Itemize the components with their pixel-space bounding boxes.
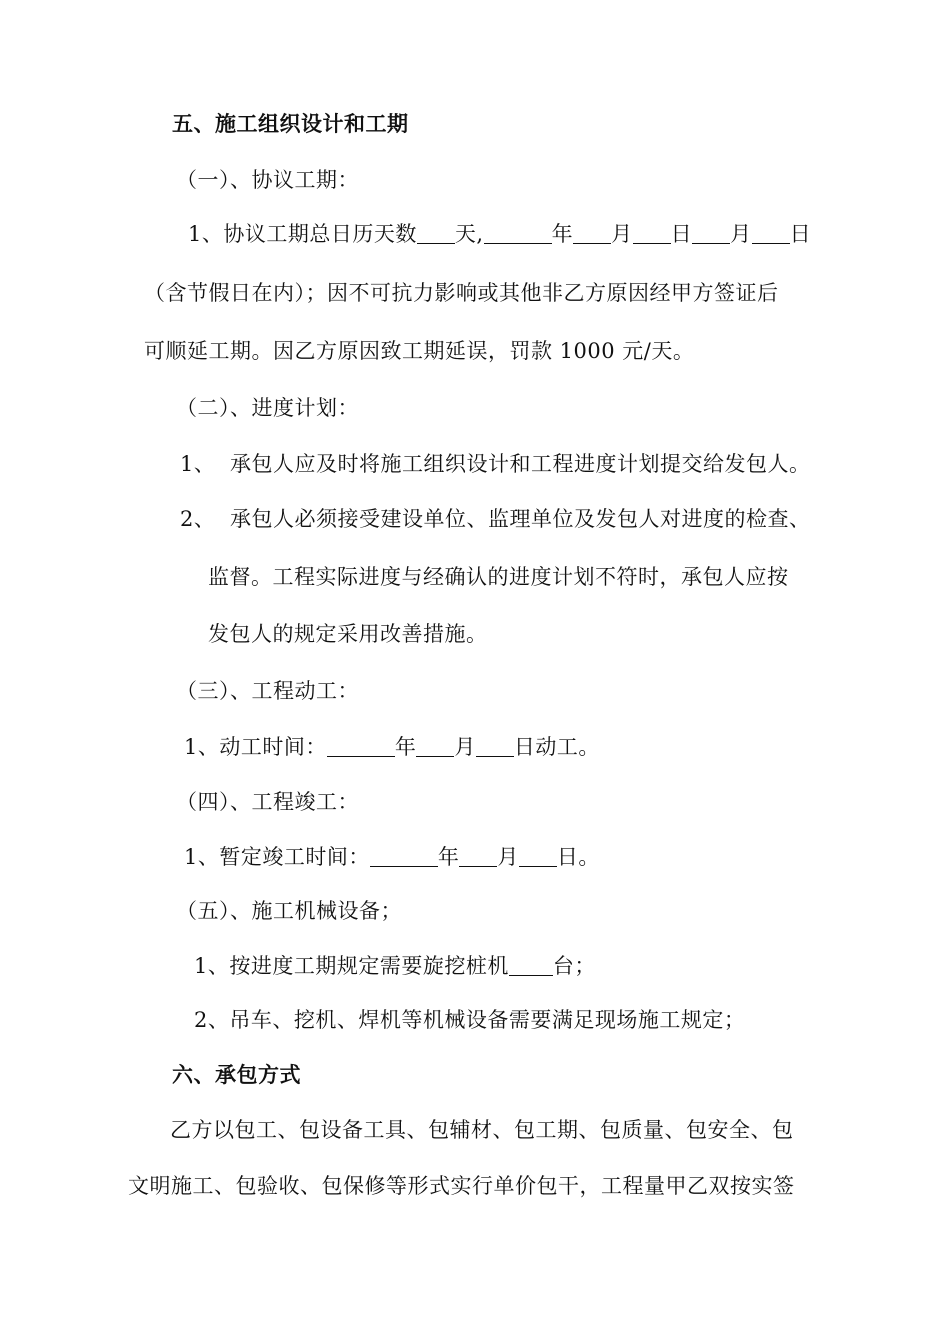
equipment-line: 2、吊车、挖机、焊机等机械设备需要满足现场施工规定； <box>194 1008 746 1032</box>
list-text-continued: 发包人的规定采用改善措施。 <box>208 622 488 646</box>
text-segment: 1、按进度工期规定需要旋挖桩机 <box>194 954 509 978</box>
text-segment: 日 <box>670 222 693 246</box>
list-number: 1、 <box>180 452 216 476</box>
section-6-heading: 六、承包方式 <box>172 1063 301 1087</box>
list-item <box>180 505 811 533</box>
text-segment: 1、动工时间： <box>184 735 327 759</box>
paragraph-line: （含节假日在内）；因不可抗力影响或其他非乙方原因经甲方签证后 <box>144 281 779 305</box>
text-segment: 台； <box>552 954 596 978</box>
text-segment: 1、协议工期总日历天数 <box>188 222 417 246</box>
blank-month <box>416 736 454 757</box>
text-segment: 天, <box>454 222 484 246</box>
paragraph-line: 乙方以包工、包设备工具、包辅材、包工期、包质量、包安全、包 <box>170 1118 794 1142</box>
blank-year <box>327 736 395 757</box>
section-5-heading: 五、施工组织设计和工期 <box>172 112 409 136</box>
list-text-continued: 监督。工程实际进度与经确认的进度计划不符时，承包人应按 <box>208 565 789 589</box>
paragraph-line: 文明施工、包验收、包保修等形式实行单价包干，工程量甲乙双按实签 <box>128 1174 795 1198</box>
text-segment: 年 <box>394 735 417 759</box>
blank-day <box>633 223 671 244</box>
text-segment: 日 <box>789 222 812 246</box>
completion-date-line <box>184 843 600 871</box>
blank-day <box>519 846 557 867</box>
subsection-5-heading: （五）、施工机械设备； <box>176 899 402 923</box>
blank-month <box>459 846 497 867</box>
blank-days <box>417 223 455 244</box>
text-segment: 年 <box>437 845 460 869</box>
agreement-period-line <box>188 220 811 248</box>
subsection-1-heading: （一）、协议工期： <box>176 168 359 192</box>
list-item <box>180 450 811 478</box>
list-text: 承包人应及时将施工组织设计和工程进度计划提交给发包人。 <box>230 452 811 476</box>
blank-month <box>692 223 730 244</box>
list-number: 2、 <box>180 507 216 531</box>
blank-year <box>370 846 438 867</box>
text-segment: 1、暂定竣工时间： <box>184 845 370 869</box>
blank-day <box>476 736 514 757</box>
blank-day <box>752 223 790 244</box>
text-segment: 日动工。 <box>513 735 600 759</box>
text-segment: 月 <box>497 845 519 869</box>
subsection-4-heading: （四）、工程竣工： <box>176 790 359 814</box>
text-segment: 年 <box>551 222 574 246</box>
text-segment: 月 <box>730 222 752 246</box>
blank-year <box>484 223 552 244</box>
subsection-3-heading: （三）、工程动工： <box>176 679 359 703</box>
equipment-line <box>194 952 596 980</box>
subsection-2-heading: （二）、进度计划： <box>176 396 359 420</box>
paragraph-line: 可顺延工期。因乙方原因致工期延误，罚款 1000 元/天。 <box>144 339 695 363</box>
start-date-line <box>184 733 600 761</box>
text-segment: 日。 <box>556 845 600 869</box>
blank-month <box>573 223 611 244</box>
blank-count <box>509 955 553 976</box>
text-segment: 月 <box>454 735 476 759</box>
text-segment: 月 <box>611 222 633 246</box>
list-text: 承包人必须接受建设单位、监理单位及发包人对进度的检查、 <box>230 507 811 531</box>
